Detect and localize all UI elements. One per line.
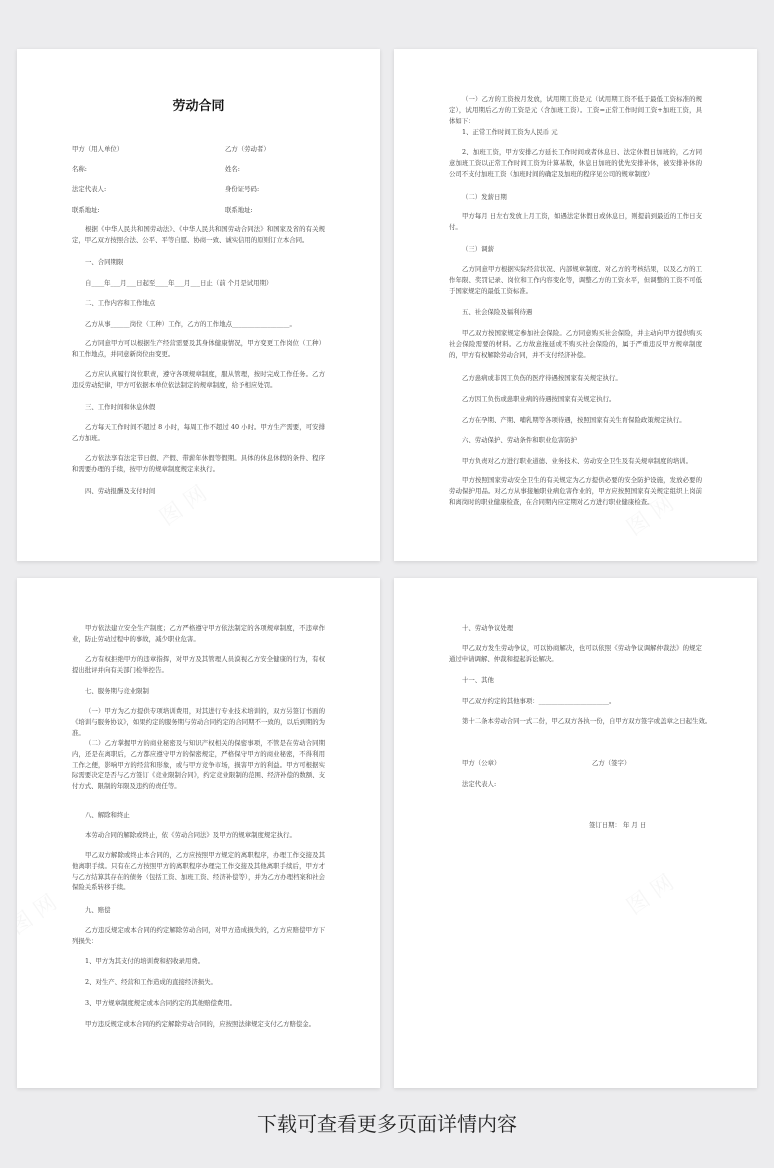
contract-page-3 bbox=[17, 578, 380, 1088]
section-heading: 五、社会保险及福利待遇 bbox=[462, 308, 533, 316]
signature-party-b: 乙方（签字） bbox=[592, 759, 631, 767]
id-number-label: 身份证号码: bbox=[225, 185, 260, 193]
party-a-address-label: 联系地址: bbox=[72, 206, 100, 214]
paragraph: 乙方有权拒绝甲方的违章指挥，对甲方及其管理人员漠视乙方安全健康的行为，有权提出批评并向有关部门检举控告。 bbox=[72, 655, 325, 674]
paragraph: 2、加班工资，甲方安排乙方延长工作时间或者休息日、法定休假日加班的，乙方同意加班工资以正常工作时间工资为计算基数，休息日加班的优先安排补休，被安排补休的公司不支付加班工资（加班时间的确定及加班的程序见公司的规章制度） bbox=[449, 148, 702, 178]
download-caption: 下载可查看更多页面详情内容 bbox=[257, 1112, 517, 1136]
paragraph: （二）乙方掌握甲方的商业秘密及与知识产权相关的保密事项，不管是在劳动合同期内，还是在离职后，乙方都应遵守甲方的保密规定，严格保守甲方的商业秘密，不得利用工作之便，影响甲方的经营和形象，或与甲方竞争市场，损害甲方的利益。甲方可根据实际需要决定是否与乙方签订《竞业限制合同》，约定竞业限制的范围、经济补偿的数额、支付方式、限制的年限及违约的责任等。 bbox=[72, 739, 325, 791]
paragraph: （一）乙方的工资按月发放，试用期工资是元（试用期工资不低于最低工资标准的规定），试用期后乙方的工资是元（含加班工资）。工资=正常工作时间工资+加班工资，具体如下： bbox=[449, 95, 702, 125]
signing-date: 签订日期： 年 月 日 bbox=[589, 821, 647, 829]
paragraph: 乙方从事______岗位（工种）工作，乙方的工作地点__________________。 bbox=[85, 320, 296, 328]
paragraph: 甲方负责对乙方进行职业道德、业务技术、劳动安全卫生及有关规章制度的培训。 bbox=[462, 457, 693, 465]
section-heading: 一、合同期限 bbox=[85, 258, 124, 266]
paragraph: 乙方因工负伤或患职业病的待遇按国家有关规定执行。 bbox=[462, 395, 616, 403]
paragraph: 本劳动合同的解除或终止，依《劳动合同法》及甲方的规章制度规定执行。 bbox=[85, 831, 296, 839]
paragraph: 第十二条本劳动合同一式二份，甲乙双方各执一份，自甲方双方签字或盖章之日起生效。 bbox=[462, 717, 712, 725]
watermark bbox=[153, 477, 213, 532]
section-heading: （三）调薪 bbox=[462, 245, 494, 253]
paragraph: 3、甲方规章制度规定或本合同约定的其他赔偿费用。 bbox=[85, 999, 237, 1007]
paragraph: 乙方在孕期、产期、哺乳期等各项待遇，按照国家有关生育保险政策规定执行。 bbox=[462, 416, 686, 424]
signature-party-a: 甲方（公章） bbox=[462, 759, 501, 767]
paragraph: 甲乙双方按国家规定参加社会保险。乙方同意购买社会保险，并主动向甲方提供购买社会保险需要的材料。乙方故意拖延或不购买社会保险的，属于严重违反甲方规章制度的，甲方有权解除劳动合同，并不支付经济补偿。 bbox=[449, 329, 702, 359]
contract-page-4 bbox=[394, 578, 757, 1088]
watermark bbox=[620, 866, 680, 921]
paragraph: 甲乙双方解除或终止本合同的，乙方应按照甲方规定的离职程序，办理工作交接及其他离职手续。只有在乙方按照甲方的离职程序办理完工作交接及其他离职手续后，甲方才与乙方结算其存在的债务（包括工资、加班工资、经济补偿等），并为乙方办理档案和社会保险关系转移手续。 bbox=[72, 851, 325, 892]
paragraph: 1、甲方为其支付的培训费和招收录用费。 bbox=[85, 957, 205, 965]
paragraph: （一）甲方为乙方提供专项培训费用，对其进行专业技术培训的，双方另签订书面的《培训与服务协议》，如果约定的服务期与劳动合同约定的合同期不一致的，以后到期的为准。 bbox=[72, 707, 325, 737]
section-heading: 十一、其他 bbox=[462, 676, 494, 684]
legal-rep-label: 法定代表人: bbox=[462, 780, 497, 788]
section-heading: 七、服务期与竞业限制 bbox=[85, 687, 149, 695]
paragraph: 甲方按照国家劳动安全卫生的有关规定为乙方提供必要的安全防护设施，发放必要的劳动保护用品。对乙方从事接触职业病危害作业的，甲方应按照国家有关规定组织上岗前和离岗时的职业健康检查，在合同期内应定期对乙方进行职业健康检查。 bbox=[449, 476, 702, 506]
paragraph: 乙方每天工作时间不超过 8 小时，每周工作不超过 40 小时。甲方生产需要，可安排乙方加班。 bbox=[72, 423, 325, 442]
paragraph: 乙方应认真履行岗位职责，遵守各项规章制度，服从管理，按时完成工作任务。乙方违反劳动纪律，甲方可依据本单位依法制定的规章制度，给予相应处罚。 bbox=[72, 370, 325, 389]
section-heading: 九、赔偿 bbox=[85, 906, 111, 914]
party-b-name-label: 姓名: bbox=[225, 165, 240, 173]
party-a-label: 甲方（用人单位） bbox=[72, 145, 124, 153]
paragraph: 甲方违反规定或本合同的约定解除劳动合同的，应按照法律规定支付乙方赔偿金。 bbox=[85, 1020, 316, 1028]
section-heading: （二）发薪日期 bbox=[462, 193, 507, 201]
section-heading: 二、工作内容和工作地点 bbox=[85, 299, 156, 307]
paragraph: 乙方依法享有法定节日假、产假、带薪年休假等假期。具体的休息休假的条件、程序和需要办理的手续，按甲方的规章制度规定来执行。 bbox=[72, 454, 325, 473]
contract-term-line: 自____年___月___日起至____年___月___日止（前 个月是试用期） bbox=[85, 279, 273, 287]
paragraph: 乙方违反规定或本合同的约定解除劳动合同，对甲方造成损失的，乙方应赔偿甲方下列损失： bbox=[72, 926, 325, 945]
section-heading: 三、工作时间和休息休假 bbox=[85, 403, 156, 411]
paragraph: 乙方同意甲方根据实际经营状况、内部规章制度、对乙方的考核结果，以及乙方的工作年限、奖罚记录、岗位和工作内容变化等，调整乙方的工资水平，但调整的工资不可低于国家规定的最低工资标准。 bbox=[449, 265, 702, 295]
intro-paragraph: 根据《中华人民共和国劳动法》、《中华人民共和国劳动合同法》和国家及省的有关规定，甲乙双方按照合法、公平、平等自愿、协商一致、诚实信用的原则订立本合同。 bbox=[72, 225, 325, 244]
paragraph: 甲方每月 日左右发放上月工资，如遇法定休假日或休息日，则提前到最近的工作日支付。 bbox=[449, 212, 702, 231]
legal-rep-label: 法定代表人: bbox=[72, 185, 107, 193]
section-heading: 十、劳动争议处理 bbox=[462, 624, 514, 632]
paragraph: 1、正常工作时间工资为人民币 元 bbox=[462, 128, 558, 136]
contract-page-2 bbox=[394, 49, 757, 561]
paragraph: 乙方患病或非因工负伤的医疗待遇按国家有关规定执行。 bbox=[462, 374, 622, 382]
section-heading: 八、解除和终止 bbox=[85, 811, 130, 819]
party-b-address-label: 联系地址: bbox=[225, 206, 253, 214]
paragraph: 甲乙双方约定的其他事项：______________________。 bbox=[462, 697, 616, 705]
page-title: 劳动合同 bbox=[172, 99, 225, 114]
party-a-name-label: 名称: bbox=[72, 165, 87, 173]
paragraph: 乙方同意甲方可以根据生产经营需要及其身体健康情况，甲方变更工作岗位（工种）和工作地点，并同意新岗位由变更。 bbox=[72, 339, 325, 358]
watermark bbox=[17, 886, 62, 941]
paragraph: 甲方依法建立安全生产制度；乙方严格遵守甲方依法制定的各项规章制度，不违章作业，防止劳动过程中的事故，减少职业危害。 bbox=[72, 624, 325, 643]
party-b-label: 乙方（劳动者） bbox=[225, 145, 270, 153]
paragraph: 2、对生产、经营和工作造成的直接经济损失。 bbox=[85, 978, 217, 986]
paragraph: 甲乙双方发生劳动争议，可以协商解决，也可以依照《劳动争议调解仲裁法》的规定通过申请调解、仲裁和提起诉讼解决。 bbox=[449, 644, 702, 663]
section-heading: 六、劳动保护、劳动条件和职业危害防护 bbox=[462, 436, 578, 444]
section-heading: 四、劳动报酬及支付时间 bbox=[85, 487, 156, 495]
contract-page-1 bbox=[17, 49, 380, 561]
